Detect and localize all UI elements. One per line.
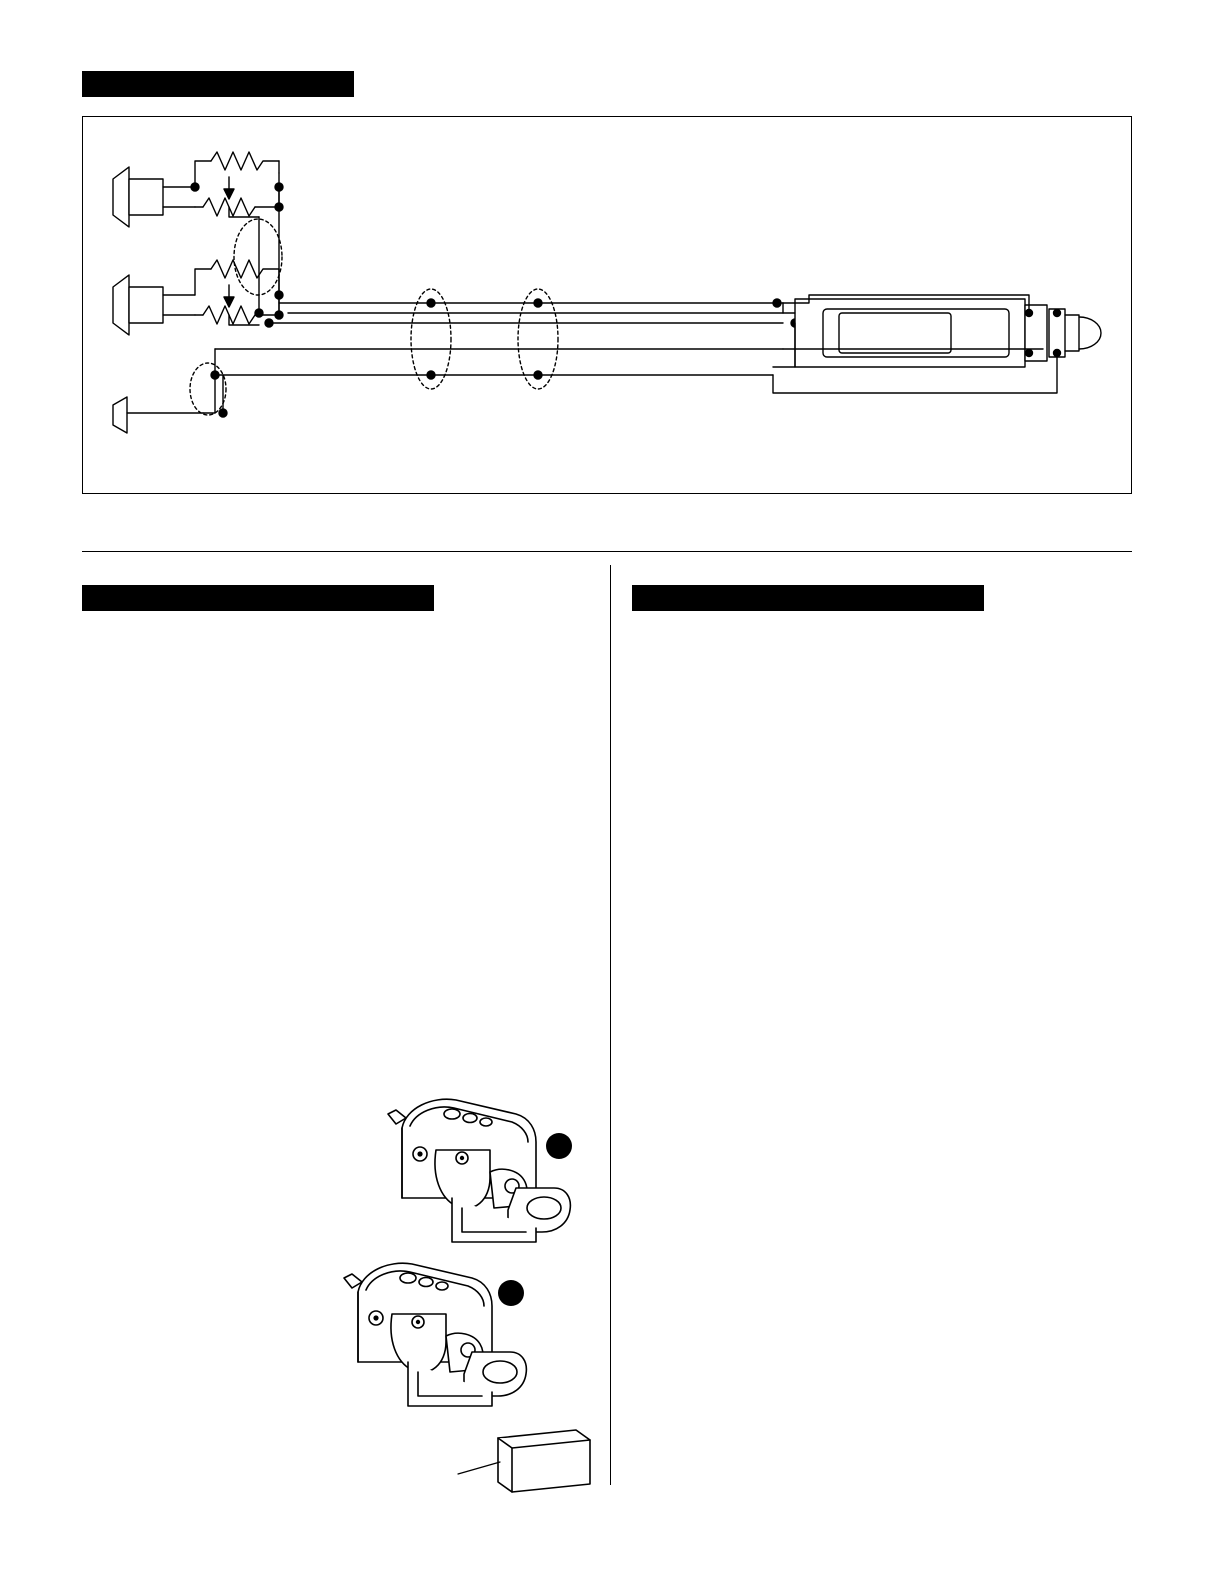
left-column-title (82, 585, 434, 611)
section-divider-rule (82, 551, 1132, 552)
speaker-top (113, 167, 163, 227)
battery-pack (498, 1430, 590, 1492)
right-column-title (632, 585, 984, 611)
clamp-assembly-upper (388, 1099, 570, 1242)
clamp-assembly-lower (344, 1263, 526, 1406)
plug-connector (795, 299, 1101, 367)
product-illustration (340, 1080, 630, 1500)
speaker-bottom (113, 397, 203, 433)
speaker-middle (113, 275, 163, 335)
clamp-assembly-svg (340, 1080, 630, 1500)
diagram-section-title (82, 71, 354, 97)
callout-marker-1 (546, 1133, 572, 1159)
wiring-diagram-svg (83, 117, 1131, 493)
wiring-diagram-panel (82, 116, 1132, 494)
callout-marker-2 (498, 1280, 524, 1306)
